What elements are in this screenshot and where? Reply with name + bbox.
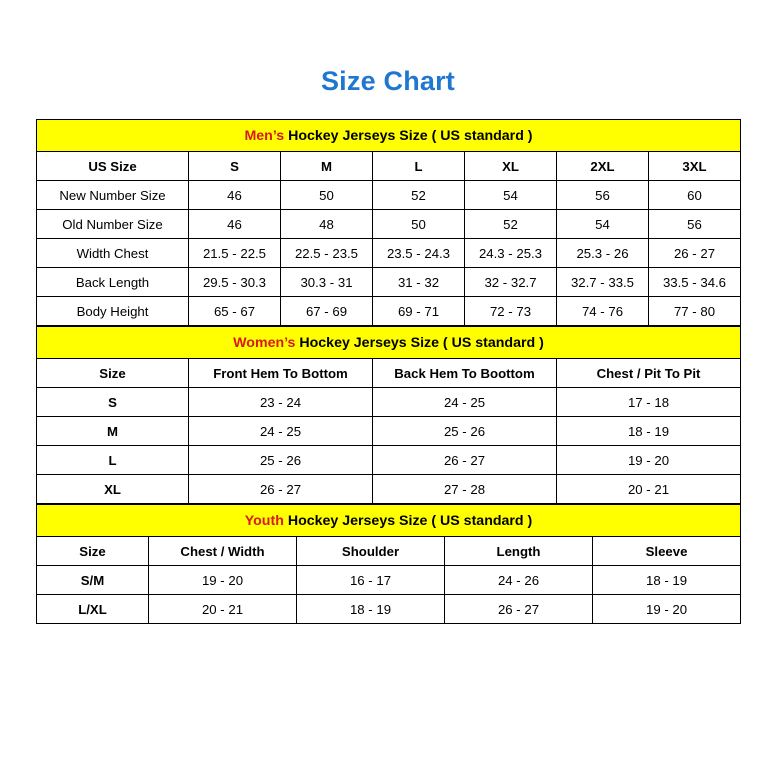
mens-row-3-cell-6: 33.5 - 34.6 (649, 268, 741, 297)
youth-header-cell-4: Sleeve (593, 537, 741, 566)
mens-row-2-cell-2: 22.5 - 23.5 (281, 239, 373, 268)
mens-header-cell-2: M (281, 152, 373, 181)
womens-row-2-label: L (37, 446, 189, 475)
womens-size-table (36, 326, 741, 504)
mens-banner (37, 120, 741, 152)
table-header-row (37, 537, 741, 566)
mens-header-cell-1: S (189, 152, 281, 181)
youth-header-cell-1: Chest / Width (149, 537, 297, 566)
mens-row-2-cell-4: 24.3 - 25.3 (465, 239, 557, 268)
table-header-row (37, 359, 741, 388)
youth-header-cell-3: Length (445, 537, 593, 566)
mens-row-4-label: Body Height (37, 297, 189, 326)
womens-row-1-cell-2: 25 - 26 (373, 417, 557, 446)
mens-row-3-cell-2: 30.3 - 31 (281, 268, 373, 297)
mens-header-cell-5: 2XL (557, 152, 649, 181)
womens-row-1-cell-1: 24 - 25 (189, 417, 373, 446)
mens-row-4-cell-6: 77 - 80 (649, 297, 741, 326)
table-banner-row (37, 327, 741, 359)
mens-row-4-cell-2: 67 - 69 (281, 297, 373, 326)
youth-banner-rest: Hockey Jerseys Size ( US standard ) (283, 512, 533, 529)
mens-row-4-cell-4: 72 - 73 (465, 297, 557, 326)
youth-row-0-label: S/M (37, 566, 149, 595)
womens-row-3-cell-3: 20 - 21 (557, 475, 741, 504)
table-row (37, 566, 741, 595)
mens-banner-accent: Men’s (244, 127, 285, 144)
mens-header-cell-4: XL (465, 152, 557, 181)
youth-header-cell-0: Size (37, 537, 149, 566)
youth-size-table (36, 504, 741, 624)
womens-header-cell-1: Front Hem To Bottom (189, 359, 373, 388)
size-tables-container (36, 119, 740, 624)
size-chart-page (0, 66, 776, 758)
mens-row-2-label: Width Chest (37, 239, 189, 268)
youth-row-1-cell-3: 26 - 27 (445, 595, 593, 624)
mens-row-0-label: New Number Size (37, 181, 189, 210)
table-row (37, 417, 741, 446)
table-row (37, 181, 741, 210)
mens-size-table (36, 119, 741, 326)
mens-row-0-cell-6: 60 (649, 181, 741, 210)
table-row (37, 239, 741, 268)
womens-header-cell-0: Size (37, 359, 189, 388)
youth-row-0-cell-2: 16 - 17 (297, 566, 445, 595)
womens-row-3-cell-1: 26 - 27 (189, 475, 373, 504)
table-banner-row (37, 505, 741, 537)
youth-header-cell-2: Shoulder (297, 537, 445, 566)
mens-row-1-cell-2: 48 (281, 210, 373, 239)
womens-row-0-cell-3: 17 - 18 (557, 388, 741, 417)
mens-banner-rest: Hockey Jerseys Size ( US standard ) (284, 127, 533, 144)
womens-header-cell-3: Chest / Pit To Pit (557, 359, 741, 388)
table-row (37, 595, 741, 624)
womens-row-2-cell-2: 26 - 27 (373, 446, 557, 475)
youth-row-1-cell-2: 18 - 19 (297, 595, 445, 624)
womens-header-cell-2: Back Hem To Boottom (373, 359, 557, 388)
mens-row-1-cell-6: 56 (649, 210, 741, 239)
mens-row-0-cell-1: 46 (189, 181, 281, 210)
youth-row-1-cell-4: 19 - 20 (593, 595, 741, 624)
womens-row-0-cell-1: 23 - 24 (189, 388, 373, 417)
youth-row-1-cell-1: 20 - 21 (149, 595, 297, 624)
table-row (37, 446, 741, 475)
mens-row-3-cell-1: 29.5 - 30.3 (189, 268, 281, 297)
mens-row-2-cell-6: 26 - 27 (649, 239, 741, 268)
womens-row-0-cell-2: 24 - 25 (373, 388, 557, 417)
mens-row-1-label: Old Number Size (37, 210, 189, 239)
table-row (37, 268, 741, 297)
page-title: Size Chart (320, 66, 456, 96)
mens-row-0-cell-3: 52 (373, 181, 465, 210)
table-row (37, 297, 741, 326)
mens-row-2-cell-5: 25.3 - 26 (557, 239, 649, 268)
womens-row-0-label: S (37, 388, 189, 417)
mens-row-1-cell-3: 50 (373, 210, 465, 239)
mens-row-0-cell-5: 56 (557, 181, 649, 210)
youth-row-0-cell-1: 19 - 20 (149, 566, 297, 595)
mens-row-4-cell-3: 69 - 71 (373, 297, 465, 326)
youth-row-1-label: L/XL (37, 595, 149, 624)
youth-banner-accent: Youth (244, 512, 284, 529)
womens-row-2-cell-3: 19 - 20 (557, 446, 741, 475)
womens-row-3-cell-2: 27 - 28 (373, 475, 557, 504)
mens-row-3-cell-3: 31 - 32 (373, 268, 465, 297)
youth-row-0-cell-3: 24 - 26 (445, 566, 593, 595)
womens-row-3-label: XL (37, 475, 189, 504)
womens-banner-accent: Women’s (233, 334, 296, 351)
mens-header-cell-0: US Size (37, 152, 189, 181)
mens-header-cell-6: 3XL (649, 152, 741, 181)
mens-row-2-cell-1: 21.5 - 22.5 (189, 239, 281, 268)
womens-row-1-cell-3: 18 - 19 (557, 417, 741, 446)
mens-row-4-cell-5: 74 - 76 (557, 297, 649, 326)
womens-row-1-label: M (37, 417, 189, 446)
mens-row-1-cell-1: 46 (189, 210, 281, 239)
womens-banner (37, 327, 741, 359)
mens-row-3-cell-4: 32 - 32.7 (465, 268, 557, 297)
mens-header-cell-3: L (373, 152, 465, 181)
mens-row-1-cell-4: 52 (465, 210, 557, 239)
mens-row-1-cell-5: 54 (557, 210, 649, 239)
mens-row-3-cell-5: 32.7 - 33.5 (557, 268, 649, 297)
mens-row-4-cell-1: 65 - 67 (189, 297, 281, 326)
womens-row-2-cell-1: 25 - 26 (189, 446, 373, 475)
table-row (37, 210, 741, 239)
mens-row-2-cell-3: 23.5 - 24.3 (373, 239, 465, 268)
youth-row-0-cell-4: 18 - 19 (593, 566, 741, 595)
mens-row-0-cell-4: 54 (465, 181, 557, 210)
table-header-row (37, 152, 741, 181)
table-row (37, 388, 741, 417)
youth-banner (37, 505, 741, 537)
mens-row-3-label: Back Length (37, 268, 189, 297)
womens-banner-rest: Hockey Jerseys Size ( US standard ) (295, 334, 544, 351)
mens-row-0-cell-2: 50 (281, 181, 373, 210)
table-banner-row (37, 120, 741, 152)
table-row (37, 475, 741, 504)
